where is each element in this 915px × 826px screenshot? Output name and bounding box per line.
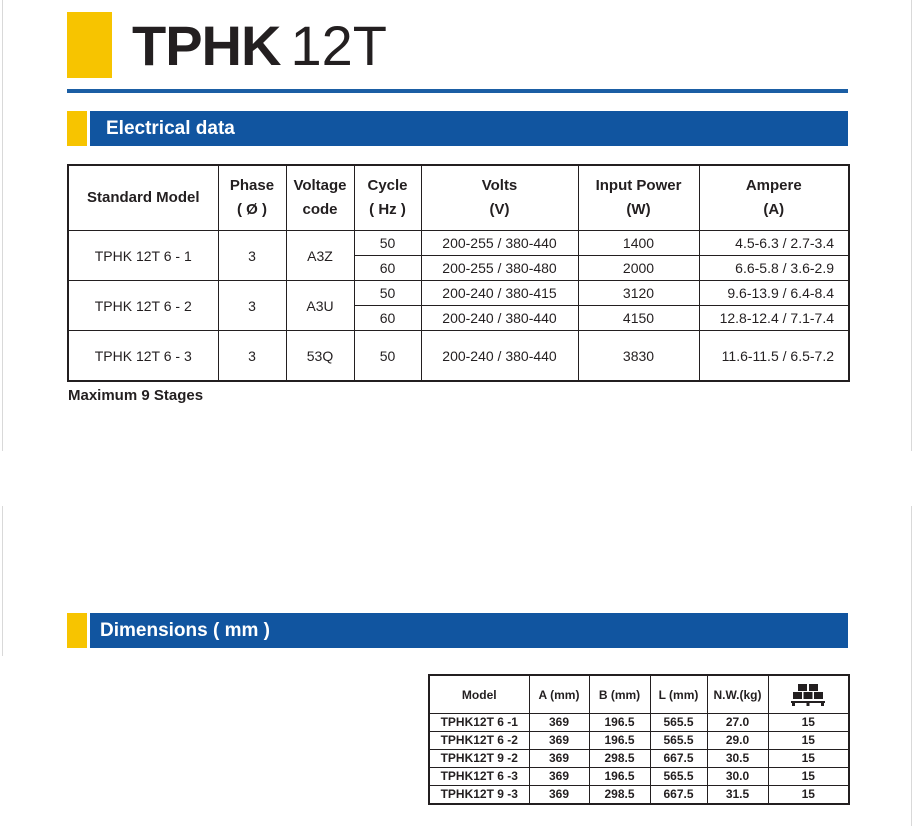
- dim-l-cell: 667.5: [650, 750, 707, 768]
- dim-qty-cell: 15: [768, 714, 849, 732]
- table-row: [429, 768, 849, 786]
- title-rule: [67, 89, 848, 93]
- electrical-section-title: Electrical data: [106, 118, 235, 139]
- dim-nw-cell: 27.0: [707, 714, 768, 732]
- volts-cell: 200-240 / 380-440: [421, 331, 578, 382]
- dimensions-header-accent: [67, 613, 87, 648]
- dim-model-cell: TPHK12T 9 -2: [429, 750, 529, 768]
- page-edge-right-top: [911, 0, 912, 451]
- ampere-cell: 9.6-13.9 / 6.4-8.4: [699, 281, 849, 306]
- dim-a-cell: 369: [529, 786, 589, 805]
- page-title-bold: TPHK: [132, 14, 281, 77]
- table-row: [68, 231, 849, 256]
- col-a: A (mm): [529, 675, 589, 714]
- volts-cell: 200-255 / 380-440: [421, 231, 578, 256]
- volts-cell: 200-240 / 380-415: [421, 281, 578, 306]
- table-row: [429, 732, 849, 750]
- title-accent-bar: [67, 12, 112, 78]
- dim-a-cell: 369: [529, 732, 589, 750]
- page-title-normal: 12T: [290, 14, 387, 77]
- power-cell: 4150: [578, 306, 699, 331]
- ampere-cell: 6.6-5.8 / 3.6-2.9: [699, 256, 849, 281]
- dim-a-cell: 369: [529, 714, 589, 732]
- voltage-code-cell: A3Z: [286, 231, 354, 281]
- page-edge-left-top: [2, 0, 3, 451]
- voltage-code-cell: 53Q: [286, 331, 354, 382]
- table-row: [429, 786, 849, 805]
- model-cell: TPHK 12T 6 - 2: [68, 281, 218, 331]
- dim-a-cell: 369: [529, 750, 589, 768]
- col-voltage-code: Voltage code: [286, 165, 354, 231]
- cycle-cell: 50: [354, 231, 421, 256]
- dim-nw-cell: 30.0: [707, 768, 768, 786]
- power-cell: 3120: [578, 281, 699, 306]
- col-input-power: Input Power (W): [578, 165, 699, 231]
- dim-b-cell: 298.5: [589, 786, 650, 805]
- power-cell: 3830: [578, 331, 699, 382]
- page-edge-left-bottom: [2, 506, 3, 656]
- power-cell: 1400: [578, 231, 699, 256]
- dim-model-cell: TPHK12T 6 -2: [429, 732, 529, 750]
- dim-model-cell: TPHK12T 6 -3: [429, 768, 529, 786]
- volts-cell: 200-240 / 380-440: [421, 306, 578, 331]
- cycle-cell: 50: [354, 281, 421, 306]
- col-standard-model: Standard Model: [68, 165, 218, 231]
- electrical-header-row: [68, 165, 849, 231]
- dim-qty-cell: 15: [768, 750, 849, 768]
- table-row: [68, 331, 849, 382]
- phase-cell: 3: [218, 331, 286, 382]
- max-stages-note: Maximum 9 Stages: [68, 387, 204, 404]
- phase-cell: 3: [218, 281, 286, 331]
- dim-b-cell: 196.5: [589, 732, 650, 750]
- ampere-cell: 12.8-12.4 / 7.1-7.4: [699, 306, 849, 331]
- dim-qty-cell: 15: [768, 768, 849, 786]
- model-cell: TPHK 12T 6 - 1: [68, 231, 218, 281]
- dim-model-cell: TPHK12T 9 -3: [429, 786, 529, 805]
- electrical-data-table: [67, 164, 850, 382]
- ampere-cell: 11.6-11.5 / 6.5-7.2: [699, 331, 849, 382]
- col-cycle: Cycle ( Hz ): [354, 165, 421, 231]
- col-model: Model: [429, 675, 529, 714]
- model-cell: TPHK 12T 6 - 3: [68, 331, 218, 382]
- dim-l-cell: 565.5: [650, 714, 707, 732]
- dimensions-section-title: Dimensions ( mm ): [100, 620, 270, 641]
- col-volts: Volts (V): [421, 165, 578, 231]
- pallet-stack-icon: [789, 683, 827, 707]
- voltage-code-cell: A3U: [286, 281, 354, 331]
- dimensions-header-row: [429, 675, 849, 714]
- electrical-header-accent: [67, 111, 87, 146]
- volts-cell: 200-255 / 380-480: [421, 256, 578, 281]
- dimensions-section-header: [90, 613, 848, 648]
- dim-l-cell: 565.5: [650, 732, 707, 750]
- cycle-cell: 50: [354, 331, 421, 382]
- col-nw: N.W.(kg): [707, 675, 768, 714]
- phase-cell: 3: [218, 231, 286, 281]
- table-row: [429, 714, 849, 732]
- ampere-cell: 4.5-6.3 / 2.7-3.4: [699, 231, 849, 256]
- dim-a-cell: 369: [529, 768, 589, 786]
- dim-b-cell: 196.5: [589, 714, 650, 732]
- dim-l-cell: 565.5: [650, 768, 707, 786]
- page-edge-right-bottom: [911, 506, 912, 826]
- cycle-cell: 60: [354, 306, 421, 331]
- dimensions-table: [428, 674, 850, 805]
- table-row: [429, 750, 849, 768]
- dim-b-cell: 196.5: [589, 768, 650, 786]
- col-ampere: Ampere (A): [699, 165, 849, 231]
- dim-b-cell: 298.5: [589, 750, 650, 768]
- table-row: [68, 281, 849, 306]
- page-title: [132, 16, 387, 76]
- dim-nw-cell: 29.0: [707, 732, 768, 750]
- col-l: L (mm): [650, 675, 707, 714]
- col-pallet: [768, 675, 849, 714]
- cycle-cell: 60: [354, 256, 421, 281]
- dim-l-cell: 667.5: [650, 786, 707, 805]
- dim-qty-cell: 15: [768, 732, 849, 750]
- col-b: B (mm): [589, 675, 650, 714]
- dim-nw-cell: 30.5: [707, 750, 768, 768]
- col-phase: Phase ( Ø ): [218, 165, 286, 231]
- electrical-section-header: [90, 111, 848, 146]
- dim-model-cell: TPHK12T 6 -1: [429, 714, 529, 732]
- dim-qty-cell: 15: [768, 786, 849, 805]
- power-cell: 2000: [578, 256, 699, 281]
- dim-nw-cell: 31.5: [707, 786, 768, 805]
